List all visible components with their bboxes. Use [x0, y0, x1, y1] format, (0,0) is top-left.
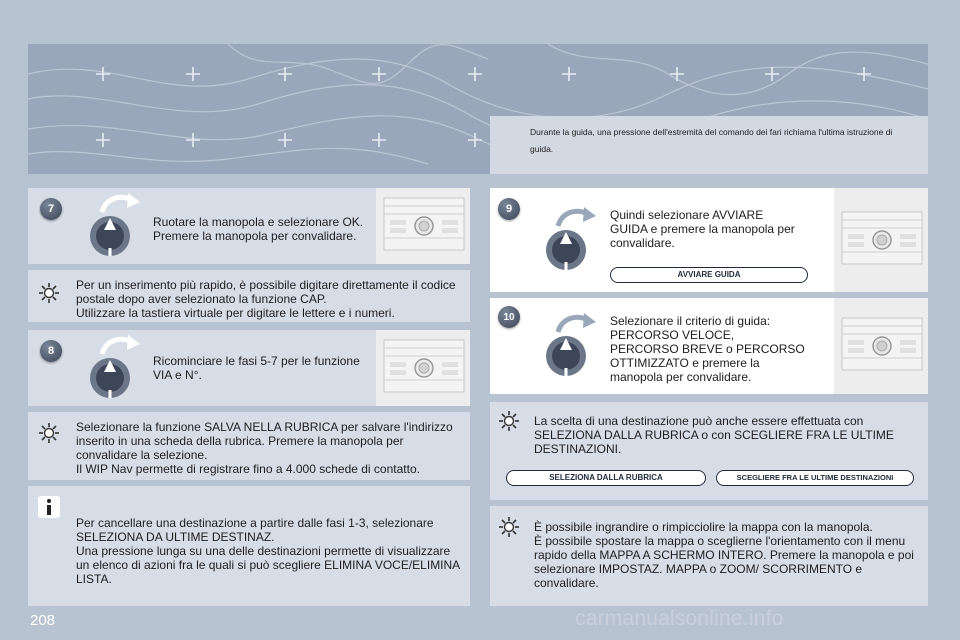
step-9-text: Quindi selezionare AVVIARE GUIDA e premere la manopola per convalidare. [610, 208, 795, 250]
sun-tip-icon [38, 282, 60, 304]
guidance-note [490, 116, 928, 174]
step-badge: 10 [498, 306, 520, 328]
info-delete-text: Per cancellare una destinazione a partire dalle fasi 1-3, selezionare SELEZIONA DA ULTIME DESTINAZ. Una pressione lunga su una delle destinazioni permette di visualizzare un elenco di azioni fra le quali si può scegliere ELIMINA VOCE/ELIMINA LISTA. [76, 516, 460, 586]
radio-panel-icon [376, 188, 470, 264]
rotate-knob-icon [536, 204, 596, 274]
step-8-panel [28, 330, 470, 406]
radio-panel-icon [834, 298, 928, 394]
tip-quick-entry [28, 270, 470, 322]
info-icon [38, 496, 60, 518]
sun-tip-icon [38, 422, 60, 444]
step-badge: 9 [498, 198, 520, 220]
start-guidance-button[interactable]: AVVIARE GUIDA [610, 267, 808, 283]
rotate-knob-icon [80, 332, 140, 402]
tip-save-contact-text: Selezionare la funzione SALVA NELLA RUBRICA per salvare l'indirizzo inserito in una scheda della rubrica. Premere la manopola per convalidare la selezione. Il WIP Nav permette di registrare fino a 4.000 schede di contatto. [76, 420, 453, 476]
rotate-knob-icon [80, 190, 140, 260]
watermark: carmanualsonline.info [575, 607, 784, 630]
tip-destination-text: La scelta di una destinazione può anche essere effettuata con SELEZIONA DALLA RUBRICA o con SCEGLIERE FRA LE ULTIME DESTINAZIONI. [534, 414, 894, 456]
tip-destination-choice [490, 402, 928, 500]
rotate-knob-icon [536, 310, 596, 380]
step-10-text: Selezionare il criterio di guida: PERCORSO VELOCE, PERCORSO BREVE o PERCORSO OTTIMIZZATO e premere la manopola per convalidare. [610, 314, 805, 384]
radio-panel-icon [834, 188, 928, 292]
step-7-text: Ruotare la manopola e selezionare OK. Premere la manopola per convalidare. [153, 215, 364, 243]
sun-tip-icon [498, 516, 520, 538]
step-badge: 8 [40, 340, 62, 362]
step-7-panel [28, 188, 470, 264]
step-10-panel [490, 298, 928, 394]
sun-tip-icon [498, 410, 520, 432]
step-8-text: Ricominciare le fasi 5-7 per le funzione VIA e N°. [153, 354, 360, 382]
info-delete-destination [28, 486, 470, 606]
tip-map-zoom [490, 506, 928, 606]
step-9-panel [490, 188, 928, 292]
choose-recent-destinations-button[interactable]: SCEGLIERE FRA LE ULTIME DESTINAZIONI [716, 470, 914, 486]
select-from-contacts-button[interactable]: SELEZIONA DALLA RUBRICA [506, 470, 706, 486]
tip-save-contact [28, 412, 470, 480]
page-number: 208 [30, 612, 56, 629]
step-badge: 7 [40, 198, 62, 220]
radio-panel-icon [376, 330, 470, 406]
tip-quick-entry-text: Per un inserimento più rapido, è possibile digitare direttamente il codice postale dopo aver selezionato la funzione CAP. Utilizzare la tastiera virtuale per digitare le lettere e i numeri. [76, 278, 456, 320]
tip-map-zoom-text: È possibile ingrandire o rimpicciolire la mappa con la manopola. È possibile spostare la mappa o sceglierne l'orientamento con il menu rapido della MAPPA A SCHERMO INTERO. Premere la manopola e poi selezionare IMPOSTAZ. MAPPA o ZOOM/ SCORRIMENTO e convalidare. [534, 520, 914, 590]
guidance-note-text: Durante la guida, una pressione dell'estremità del comando dei fari richiama l'ultima istruzione di guida. [530, 127, 893, 154]
